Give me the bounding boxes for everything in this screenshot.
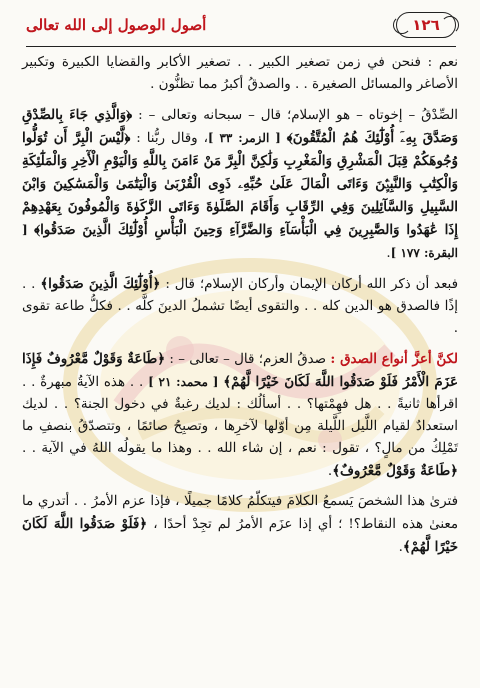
verse-reference: [ محمد: ٢١ ] bbox=[148, 375, 219, 389]
paragraph-4: لكنَّ أعزَّ أنواع الصدق : صدقُ العزم؛ قال – تعالى – : ﴿طَاعَةٌ وَقَوْلٌ مَّعْرُوفٌ فَإِذَا عَزَمَ الْأَمْرُ فَلَوْ صَدَقُوا اللَّهَ لَكَانَ خَيْرًا لَّهُمْ﴾ [ محمد: ٢١ ] . . هذه الآيةُ مبهرةٌ . . اقرأها ثانيةً . . هل فهِمْتها؟ . . أسألُك : لديك رغبةٌ في دخول الجنة؟ . . لديك استعدادٌ لقيام اللَّيل اللَّيلة مِن أوّلها لآخرِها ، وتصبِحُ صائمًا ، وتتصدّقُ بنصفِ ما تَمْلِكُ من مالٍ؟ ، تقول : نعم ، إن شاء الله . . وهذا ما يقولُه اللهُ في الآية . . ﴿طَاعَةٌ وَقَوْلٌ مَّعْرُوفٌ﴾. bbox=[22, 351, 458, 479]
quran-verse: ﴿طَاعَةٌ وَقَوْلٌ مَّعْرُوفٌ﴾ bbox=[332, 463, 458, 479]
paragraph-5-text-a: فترىٰ هذا الشخصَ يَسمعُ الكلامَ فيتكلّمُ كلامًا جميلًا ، فإذا عزم الأمرُ . . أتدري ما معنىٰ هذه النقاط؟! ؛ أي إذا عزَم الأمرُ لم تجِدْ أحدًا ، bbox=[22, 494, 458, 532]
quran-verse: ﴿فَلَوْ صَدَقُوا اللَّهَ لَكَانَ خَيْرًا لَّهُمْ﴾ bbox=[22, 516, 458, 555]
paragraph-1 bbox=[22, 52, 458, 96]
body-text bbox=[22, 52, 458, 565]
paragraph-4-text-a: صدقُ العزم؛ قال – تعالى – : bbox=[169, 352, 327, 367]
paragraph-3-text-b: . . إذًا فالصدق هو الدين كله . . والتقوى أيضًا تشملُ الدينَ كلَّه . . فكلُّ طاعة تقوى . bbox=[22, 277, 458, 336]
header-divider bbox=[26, 46, 456, 47]
quran-verse-zumar: ﴿وَالَّذِي جَاءَ بِالصِّدْقِ وَصَدَّقَ بِهِۦٓ أُوْلَٰٓئِكَ هُمُ الْمُتَّقُونَ﴾ bbox=[22, 107, 459, 146]
quran-verse: ﴿أُوْلَٰٓئِكَ الَّذِينَ صَدَقُوا﴾ bbox=[40, 276, 161, 292]
paragraph-3 bbox=[22, 273, 458, 340]
quran-verse-baqara: ﴿لَّيْسَ الْبِرَّ أَن تُوَلُّوا وُجُوهَكُمْ قِبَلَ الْمَشْرِقِ وَالْمَغْرِبِ وَلَٰكِنَّ الْبِرَّ مَنْ ءَامَنَ بِاللَّهِ وَالْيَوْمِ الْأٓخِرِ وَالْمَلَٰٓئِكَةِ وَالْكِتَٰبِ وَالنَّبِيِّۧنَ وَءَاتَى الْمَالَ عَلَىٰ حُبِّهِۦ ذَوِى الْقُرْبَىٰ وَالْيَتَٰمَىٰ وَالْمَسَٰكِينَ وَابْنَ السَّبِيلِ وَالسَّآئِلِينَ وَفِي الرِّقَابِ وَأَقَامَ الصَّلَوٰةَ وَءَاتَى الزَّكَوٰةَ وَالْمُوفُونَ بِعَهْدِهِمْ إِذَا عَٰهَدُوا وَالصَّٰبِرِينَ فِي الْبَأْسَآءِ وَالضَّرَّآءِ وَحِينَ الْبَأْسِ أُوْلَٰٓئِكَ الَّذِينَ صَدَقُوا﴾ bbox=[22, 130, 458, 238]
verse-reference: [ البقرة: ١٧٧ ] bbox=[22, 223, 458, 260]
paragraph-3-text-a: فبعد أن ذكر الله أركان الإيمان وأركان الإسلام؛ قال : bbox=[165, 277, 458, 292]
page-header bbox=[26, 8, 456, 42]
highlighted-heading: لكنَّ أعزَّ أنواع الصدق : bbox=[330, 351, 458, 367]
paragraph-4-text-b: . . هذه الآيةُ مبهرةٌ . . اقرأها ثانيةً . . هل فهِمْتها؟ . . أسألُك : لديك رغبةٌ في دخول الجنة؟ . . لديك استعدادٌ لقيام اللَّيل اللَّيلة مِن أوّلها لآخرِها ، وتصبِحُ صائمًا ، وتتصدّقُ بنصفِ ما تَمْلِكُ من مالٍ؟ ، تقول : نعم ، إن شاء الله . . وهذا ما يقولُه اللهُ في الآية . . bbox=[22, 375, 458, 456]
paragraph-1-text: نعم : فنحن في زمن تصغير الكبير . . تصغير الأكابر والقضايا الكبيرة وتكبير الأصاغر والمسائل الصغيرة . . والصدقُ أكبرُ مما تظنُّون . bbox=[22, 55, 458, 92]
paragraph-2-text-b: ، وقال ربُّنا : bbox=[136, 131, 208, 146]
page-number: ١٢٦ bbox=[396, 12, 456, 38]
quran-verse-muhammad: ﴿طَاعَةٌ وَقَوْلٌ مَّعْرُوفٌ فَإِذَا عَزَمَ الْأَمْرُ فَلَوْ صَدَقُوا اللَّهَ لَكَانَ خَيْرًا لَّهُمْ﴾ bbox=[22, 351, 458, 390]
paragraph-5: فترىٰ هذا الشخصَ يَسمعُ الكلامَ فيتكلّمُ كلامًا جميلًا ، فإذا عزم الأمرُ . . أتدري ما معنىٰ هذه النقاط؟! ؛ أي إذا عزَم الأمرُ لم تجِدْ أحدًا ، ﴿فَلَوْ صَدَقُوا اللَّهَ لَكَانَ خَيْرًا لَّهُمْ﴾. bbox=[22, 494, 458, 555]
running-title: أصول الوصول إلى الله تعالى bbox=[26, 16, 207, 34]
verse-reference: [ الزمر: ٣٣ ] bbox=[207, 131, 281, 145]
paragraph-2-text-a: الصِّدْقُ – إخوتاه – هو الإسلام؛ قال – سبحانه وتعالى – : bbox=[138, 108, 458, 123]
paragraph-2: الصِّدْقُ – إخوتاه – هو الإسلام؛ قال – سبحانه وتعالى – : ﴿وَالَّذِي جَاءَ بِالصِّدْقِ وَصَدَّقَ بِهِۦٓ أُوْلَٰٓئِكَ هُمُ الْمُتَّقُونَ﴾ [ الزمر: ٣٣ ]، وقال ربُّنا : ﴿لَّيْسَ الْبِرَّ أَن تُوَلُّوا وُجُوهَكُمْ قِبَلَ الْمَشْرِقِ وَالْمَغْرِبِ وَلَٰكِنَّ الْبِرَّ مَنْ ءَامَنَ بِاللَّهِ وَالْيَوْمِ الْأٓخِرِ وَالْمَلَٰٓئِكَةِ وَالْكِتَٰبِ وَالنَّبِيِّۧنَ وَءَاتَى الْمَالَ عَلَىٰ حُبِّهِۦ ذَوِى الْقُرْبَىٰ وَالْيَتَٰمَىٰ وَالْمَسَٰكِينَ وَابْنَ السَّبِيلِ وَالسَّآئِلِينَ وَفِي الرِّقَابِ وَأَقَامَ الصَّلَوٰةَ وَءَاتَى الزَّكَوٰةَ وَالْمُوفُونَ بِعَهْدِهِمْ إِذَا عَٰهَدُوا وَالصَّٰبِرِينَ فِي الْبَأْسَآءِ وَالضَّرَّآءِ وَحِينَ الْبَأْسِ أُوْلَٰٓئِكَ الَّذِينَ صَدَقُوا﴾ [ البقرة: ١٧٧ ]. bbox=[22, 107, 459, 261]
